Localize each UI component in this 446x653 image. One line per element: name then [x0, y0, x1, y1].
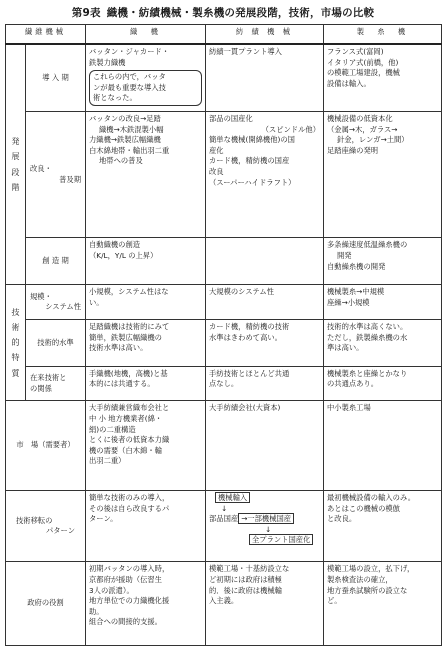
row-level	[6, 319, 442, 366]
row-label-transfer: 技術移転の パターン	[6, 491, 86, 562]
comparison-table	[5, 24, 442, 646]
header-silk: 製 糸 機	[324, 25, 442, 45]
cell-level-spinning: カード機，精紡機の技術 水準はきわめて高い。	[206, 319, 324, 366]
row-label-create: 創 造 期	[26, 238, 86, 285]
row-transfer	[6, 491, 442, 562]
table-title	[0, 5, 446, 20]
row-label-market: 市 場（需要者）	[6, 401, 86, 491]
cell-improve-silk: 機械設備の低資本化 （金属→木，ガラス→ 針金，レンガ→土間） 足踏座繰の発明	[324, 112, 442, 238]
group-development-label: 発展段階	[11, 137, 20, 192]
table-caption: 織機・紡績機械・製糸機の発展段階，技術，市場の比較	[106, 7, 375, 19]
row-gov	[6, 562, 442, 646]
row-label-gov: 政府の役割	[6, 562, 86, 646]
note-box: これらの内で，バッタ ンが最も重要な導入技 術となった。	[89, 70, 202, 106]
cell-intro-weaving: バッタン・ジャカード・ 鉄製力織機 これらの内で，バッタ ンが最も重要な導入技 術となった。	[86, 44, 206, 112]
row-improve	[6, 112, 442, 238]
transfer-step-1: 機械輸入	[209, 493, 320, 504]
group-development	[6, 44, 26, 285]
cell-gov-silk: 模範工場の設立，払下げ， 製糸検査法の確立， 地方蚕糸試験所の設立な ど。	[324, 562, 442, 646]
cell-scale-weaving: 小規模，システム性はな い。	[86, 285, 206, 320]
transfer-step-3: 全プラント国産化	[209, 535, 320, 546]
header-row	[6, 25, 442, 45]
cell-create-silk: 多条繰速度低温繰糸機の 開発 自動繰糸機の開発	[324, 238, 442, 285]
cell-relation-spinning: 手紡技術とほとんど共通 点なし。	[206, 366, 324, 401]
table-number: 第9表	[71, 7, 101, 19]
row-create	[6, 238, 442, 285]
cell-gov-spinning: 模範工場・十基紡設立な ど初期には政府は積極 的．後に政府は機械輸 入主義。	[206, 562, 324, 646]
cell-level-weaving: 足踏織機は技術的にみて 簡単，鉄製広幅織機の 技術水準は高い。	[86, 319, 206, 366]
row-label-level: 技術的水準	[26, 319, 86, 366]
header-weaving: 織 機	[86, 25, 206, 45]
cell-relation-weaving: 手織機(地機，高機)と基 本的には共通する。	[86, 366, 206, 401]
cell-create-spinning	[206, 238, 324, 285]
transfer-step-2: 部品国産 →一部機械国産	[209, 514, 320, 525]
header-spinning: 紡 績 機 械	[206, 25, 324, 45]
group-technical	[6, 285, 26, 401]
row-intro	[6, 44, 442, 112]
cell-transfer-weaving: 簡単な技術のみの導入， その後は自ら改良するパ ターン。	[86, 491, 206, 562]
cell-improve-spinning: 部品の国産化 （スピンドル他） 簡単な機械(開綿機他)の国 産化 カード機，精紡機の国産 改良 （スーパーハイドラフト）	[206, 112, 324, 238]
cell-create-weaving: 自動織機の創造 （K/L，Y/L の上昇）	[86, 238, 206, 285]
group-technical-label: 技術的特質	[11, 307, 20, 378]
transfer-arrow-down: ↓	[265, 524, 272, 534]
cell-market-weaving: 大手紡績兼営織布会社と 中 小 地方機業者(綿・ 絹)の二重構造 とくに後者の低資本力織 機の需要（白木綿・輸 出羽二重）	[86, 401, 206, 491]
cell-transfer-silk: 最初機械設備の輸入のみ。 あとはこの機械の模倣 と改良。	[324, 491, 442, 562]
cell-market-silk: 中小製糸工場	[324, 401, 442, 491]
row-scale	[6, 285, 442, 320]
cell-scale-silk: 機械製糸→中規模 座繰→小規模	[324, 285, 442, 320]
cell-transfer-spinning	[206, 491, 324, 562]
cell-intro-spinning: 紡績一貫プラント導入	[206, 44, 324, 112]
row-label-intro: 導 入 期	[26, 44, 86, 112]
cell-gov-weaving: 初期バッタンの導入時， 京都府が援助（伝習生 3人の派遣）。 地方単位での力織機化援 助。 組合への間接的支援。	[86, 562, 206, 646]
row-label-improve: 改良・ 普及期	[26, 112, 86, 238]
cell-scale-spinning: 大規模のシステム性	[206, 285, 324, 320]
row-market	[6, 401, 442, 491]
cell-market-spinning: 大手紡績会社(大資本)	[206, 401, 324, 491]
row-label-relation: 在来技術と の関係	[26, 366, 86, 401]
header-category: 繊維機械	[6, 25, 86, 45]
row-label-scale: 規模・ システム性	[26, 285, 86, 320]
cell-level-silk: 技術的水準は高くない。 ただし，鉄製繰糸機の水 準は高い。	[324, 319, 442, 366]
transfer-arrow-down: ↓	[221, 503, 228, 513]
cell-intro-silk: フランス式(富岡) イタリア式(前橋，他) の模範工場建設，機械 設備は輸入。	[324, 44, 442, 112]
row-relation	[6, 366, 442, 401]
cell-improve-weaving: バッタンの改良→足踏 織機→木鉄混製小幅 力織機→鉄製広幅織機 白木綿地帯・輸出羽二重 地帯への普及	[86, 112, 206, 238]
cell-relation-silk: 機械製糸と座繰とかなり の共通点あり。	[324, 366, 442, 401]
